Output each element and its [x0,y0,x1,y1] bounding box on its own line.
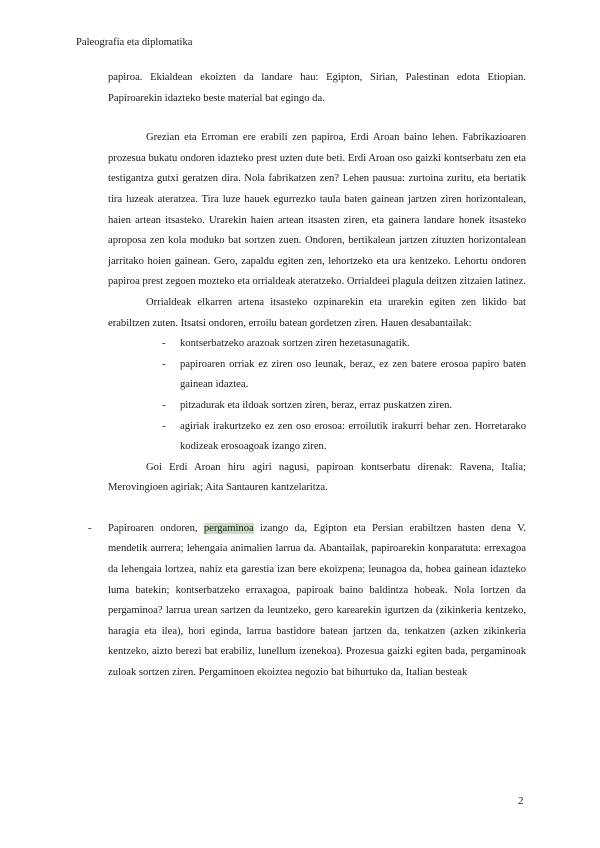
page-number: 2 [518,795,524,807]
paragraph-papyrus-origin: papiroa. Ekialdean ekoizten da landare hau: Egipton, Sirian, Palestinan edota Etiopian. Papiroarekin idazteko beste material bat egingo da. [108,72,526,104]
list-item: - papiroaren orriak ez ziren oso leunak, beraz, ez zen batere erosoa papiro baten gainean idaztea. [180,355,526,396]
parchment-text-before: Papiroaren ondoren, [108,522,204,534]
disadvantages-list [108,334,526,458]
page-header: Paleografía eta diplomatika [76,37,193,48]
paragraph-early-middle-ages: Goi Erdi Aroan hiru agiri nagusi, papiroan kontserbatu direnak: Ravena, Italia; Merovingioen agiriak; Aita Santauren kantzelaritza. [108,461,526,494]
list-item: - pitzadurak eta ildoak sortzen ziren, beraz, erraz puskatzen ziren. [180,396,526,417]
document-body [108,68,526,684]
list-item: - agiriak irakurtzeko ez zen oso erosoa: erroilutik irakurri behar zen. Horretarako kodizeak erosoagoak izango ziren. [180,417,526,458]
paragraph-papyrus-disadvantages-intro: Orrialdeak elkarren artena itsasteko ozpinarekin eta urarekin egiten zen likido bat erabiltzen zuten. Itsatsi ondoren, erroilu batean gordetzen ziren. Hauen desabantailak: [108,296,526,329]
parchment-text-after: izango da, Egipton eta Persian erabiltzen hasten dena V. mendetik aurrera; lehengaia animalien larrua da. Abantailak, papiroarekin konparatuta: errexagoa da lehengaia lortzea, nahiz eta garestia izan bere ekoizpena; leunagoa da, hobea gainean idazteko luma batekin; kontserbatzeko erraxagoa, papiroak baino baldintza hobeak. Nola lortzen da pergaminoa? larrua urean sartzen da leuntzeko, gero karearekin igurtzen da (zikinkeria kentzeko, haragia eta ilea), hori eginda, larrua bastidore batean jartzen da, tenkatzen (azken zikinkeria kentzeko, aizto berezi bat erabiliz, lunellum izenekoa). Prozesua gaizki egiten bada, pergaminoak zuloak sortzen ziren. Pergaminoen ekoiztea negozio bat bihurtuko da, Italian besteak [108,522,526,679]
highlighted-word: pergaminoa [203,522,254,534]
paragraph-papyrus-fabrication: Grezian eta Erroman ere erabili zen papiroa, Erdi Aroan baino lehen. Fabrikazioaren prozesua bukatu ondoren idazteko prest uzten dute beti. Erdi Aroan oso gaizki kontserbatu zen eta testigantza gutxi geratzen dira. Nola fabrikatzen zen? Lehen pausua: zurtoina zuritu, eta bertatik tira luzeak ateratzea. Tira luze hauek egurrezko taula baten gainean jartzen ziren horizontalean, haien artean itsasteko. Urarekin haien artean itsasten ziren, eta gainera landare honek itsasteko aproposa zen kola moduko bat sortzen zuen. Ondoren, bertikalean jartzen zituzten horizontalean jarritako hoien gainean. Gero, zapaldu egiten zen, lehortzeko eta ura kentzeko. Lehortu ondoren papiroa prest zegoen mozteko eta orrialdeak ateratzeko. Orrialdeei plagula deitzen zitzaien latinez. [108,132,526,288]
list-item: - kontserbatzeko arazoak sortzen ziren hezetasunagatik. [180,334,526,355]
paragraph-parchment [108,519,526,684]
